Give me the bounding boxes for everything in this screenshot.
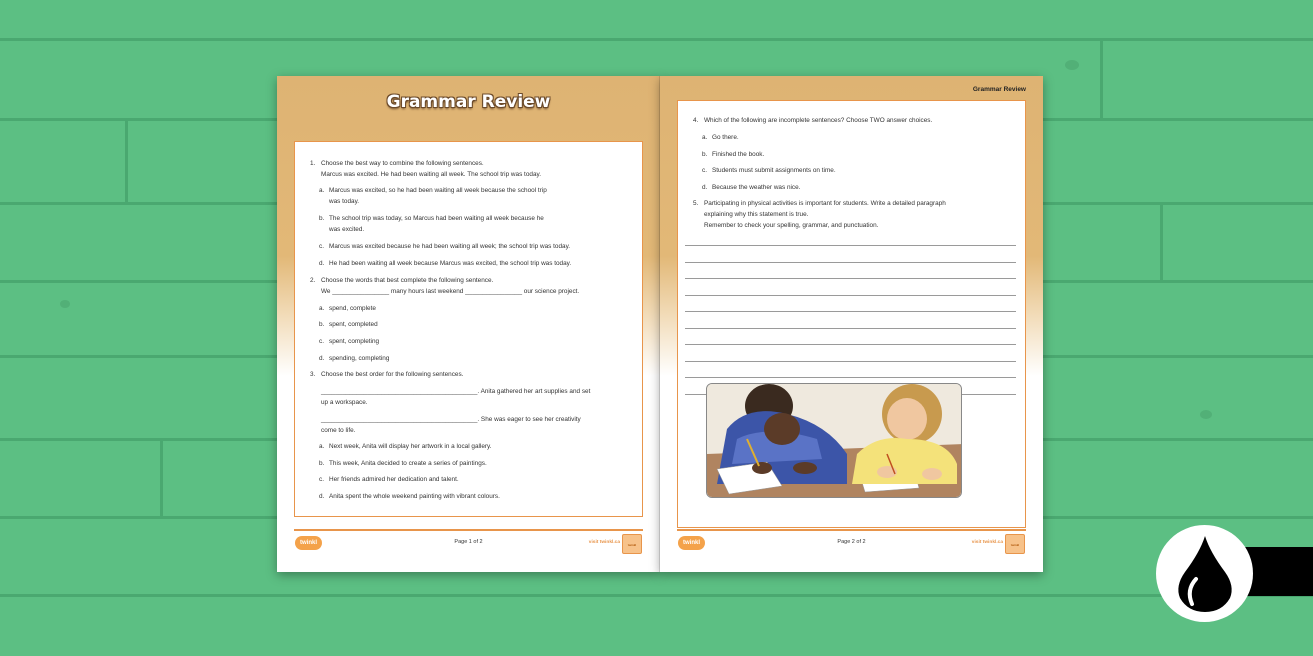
- option-letter: a.: [319, 187, 325, 194]
- option-letter: b.: [319, 215, 325, 222]
- twinkl-badge: twinkl: [1005, 534, 1025, 554]
- option-letter: b.: [319, 460, 325, 467]
- question-number: 5.: [693, 200, 699, 207]
- question-number: 1.: [310, 160, 316, 167]
- children-writing-illustration: [706, 383, 962, 498]
- option-text-cont: was excited.: [329, 226, 365, 233]
- writing-line: [685, 361, 1016, 362]
- website-link: visit twinkl.ca: [588, 540, 620, 545]
- option-letter: b.: [319, 321, 325, 328]
- option-letter: d.: [702, 184, 708, 191]
- option-text: spending, completing: [329, 355, 390, 362]
- blank-sentence-2: ____________________________________________. She was eager to see her creativity: [321, 416, 581, 423]
- worksheet-page-2: [660, 76, 1043, 572]
- option-letter: a.: [702, 134, 708, 141]
- option-text: Finished the book.: [712, 151, 765, 158]
- option-text: Her friends admired her dedication and talent.: [329, 476, 459, 483]
- option-text: spent, completed: [329, 321, 378, 328]
- blank-sentence-1-cont: up a workspace.: [321, 399, 368, 406]
- writing-line: [685, 245, 1016, 246]
- ink-drop-icon: [1170, 534, 1240, 614]
- option-text: Marcus was excited because he had been waiting all week; the school trip was today.: [329, 243, 571, 250]
- option-letter: a.: [319, 443, 325, 450]
- worksheet-page-1: [277, 76, 660, 572]
- option-letter: c.: [319, 338, 324, 345]
- option-letter: c.: [319, 476, 324, 483]
- question-prompt: Which of the following are incomplete sentences? Choose TWO answer choices.: [704, 117, 933, 124]
- twinkl-badge: twinkl: [622, 534, 642, 554]
- page-number: Page 1 of 2: [454, 539, 483, 545]
- option-text: He had been waiting all week because Marcus was excited, the school trip was today.: [329, 260, 572, 267]
- question-number: 4.: [693, 117, 699, 124]
- blank-sentence-1: ____________________________________________. Anita gathered her art supplies and set: [321, 388, 591, 395]
- option-text-cont: was today.: [329, 198, 360, 205]
- writing-line: [685, 278, 1016, 279]
- option-text: Go there.: [712, 134, 739, 141]
- writing-line: [685, 262, 1016, 263]
- option-letter: a.: [319, 305, 325, 312]
- option-letter: d.: [319, 260, 325, 267]
- footer-divider: [677, 529, 1026, 531]
- question-sentences: Marcus was excited. He had been waiting all week. The school trip was today.: [321, 171, 541, 178]
- writing-line: [685, 311, 1016, 312]
- question-number: 3.: [310, 371, 316, 378]
- question-prompt: Participating in physical activities is important for students. Write a detailed paragraph: [704, 200, 946, 207]
- page-header: Grammar Review: [972, 86, 1026, 93]
- option-text: Next week, Anita will display her artwork in a local gallery.: [329, 443, 492, 450]
- page-number: Page 2 of 2: [837, 539, 866, 545]
- question-number: 2.: [310, 277, 316, 284]
- option-text: Marcus was excited, so he had been waiting all week because the school trip: [329, 187, 547, 194]
- option-letter: d.: [319, 355, 325, 362]
- question-prompt: Choose the best way to combine the following sentences.: [321, 160, 484, 167]
- writing-line: [685, 344, 1016, 345]
- option-text: The school trip was today, so Marcus had been waiting all week because he: [329, 215, 544, 222]
- writing-line: [685, 328, 1016, 329]
- question-prompt: Choose the words that best complete the following sentence.: [321, 277, 494, 284]
- question-prompt-cont: explaining why this statement is true.: [704, 211, 809, 218]
- option-letter: d.: [319, 493, 325, 500]
- question-instruction: Remember to check your spelling, grammar, and punctuation.: [704, 222, 879, 229]
- writing-line: [685, 377, 1016, 378]
- footer-divider: [294, 529, 643, 531]
- writing-line: [685, 295, 1016, 296]
- option-text: spend, complete: [329, 305, 376, 312]
- option-text: Because the weather was nice.: [712, 184, 801, 191]
- questions-box: [294, 141, 643, 517]
- page-title: Grammar Review: [386, 92, 551, 112]
- question-sentence: We ________________ many hours last weekend ________________ our science project.: [321, 288, 580, 295]
- option-letter: c.: [319, 243, 324, 250]
- option-text: Anita spent the whole weekend painting with vibrant colours.: [329, 493, 500, 500]
- twinkl-logo: twinkl: [295, 536, 322, 550]
- twinkl-logo: twinkl: [678, 536, 705, 550]
- option-text: spent, completing: [329, 338, 380, 345]
- option-text: This week, Anita decided to create a series of paintings.: [329, 460, 487, 467]
- option-text: Students must submit assignments on time.: [712, 167, 836, 174]
- option-letter: c.: [702, 167, 707, 174]
- blank-sentence-2-cont: come to life.: [321, 427, 356, 434]
- option-letter: b.: [702, 151, 708, 158]
- question-prompt: Choose the best order for the following sentences.: [321, 371, 464, 378]
- website-link: visit twinkl.ca: [971, 540, 1003, 545]
